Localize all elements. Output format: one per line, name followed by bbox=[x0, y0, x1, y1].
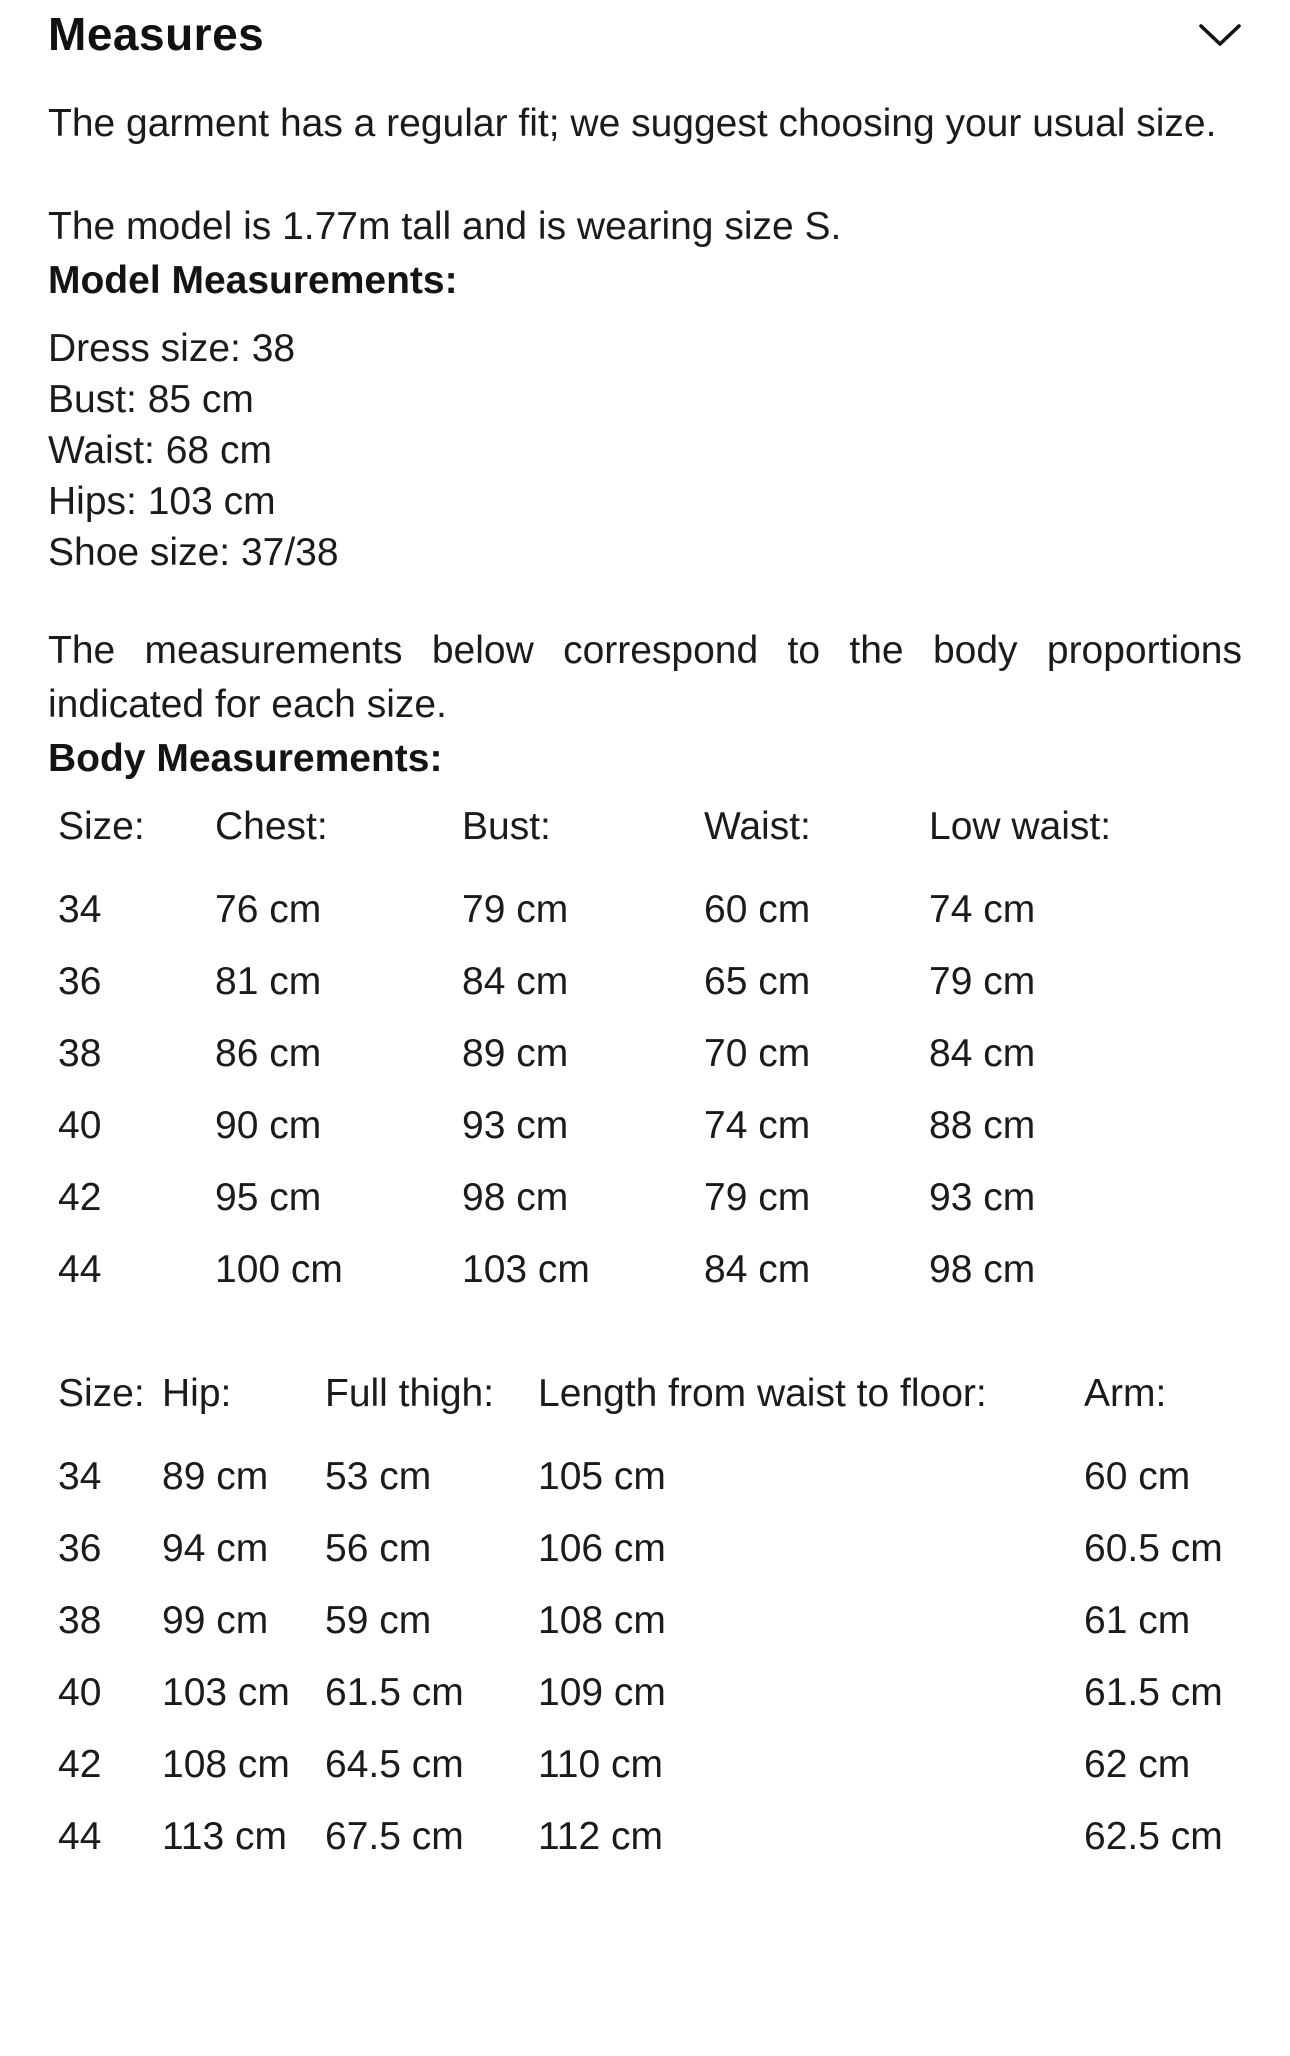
model-height-note: The model is 1.77m tall and is wearing size S. bbox=[48, 205, 842, 248]
table-cell: 60.5 cm bbox=[1084, 1527, 1223, 1570]
model-measurements-heading: Model Measurements: bbox=[48, 259, 458, 302]
column-header: Length from waist to floor: bbox=[538, 1372, 987, 1415]
table-row bbox=[58, 1450, 1252, 1522]
column-header: Low waist: bbox=[929, 805, 1112, 848]
section-title: Measures bbox=[48, 8, 265, 61]
table-cell: 44 bbox=[58, 1815, 102, 1858]
table-cell: 67.5 cm bbox=[325, 1815, 464, 1858]
table-row bbox=[58, 1099, 1252, 1171]
table-row bbox=[58, 1522, 1252, 1594]
table-cell: 70 cm bbox=[704, 1032, 811, 1075]
table-cell: 34 bbox=[58, 888, 102, 931]
table-cell: 86 cm bbox=[215, 1032, 322, 1075]
table-cell: 88 cm bbox=[929, 1104, 1036, 1147]
table-cell: 56 cm bbox=[325, 1527, 432, 1570]
table-cell: 81 cm bbox=[215, 960, 322, 1003]
table-cell: 38 bbox=[58, 1032, 102, 1075]
table-cell: 64.5 cm bbox=[325, 1743, 464, 1786]
column-header: Size: bbox=[58, 1372, 145, 1415]
table-cell: 93 cm bbox=[929, 1176, 1036, 1219]
table-cell: 62 cm bbox=[1084, 1743, 1191, 1786]
table-cell: 89 cm bbox=[162, 1455, 269, 1498]
table-cell: 94 cm bbox=[162, 1527, 269, 1570]
table-cell: 105 cm bbox=[538, 1455, 666, 1498]
table-cell: 98 cm bbox=[929, 1248, 1036, 1291]
measurement-line: Waist: 68 cm bbox=[48, 429, 272, 472]
table-cell: 79 cm bbox=[462, 888, 569, 931]
table-cell: 106 cm bbox=[538, 1527, 666, 1570]
table-header-row bbox=[58, 1367, 1252, 1450]
column-header: Full thigh: bbox=[325, 1372, 495, 1415]
column-header: Bust: bbox=[462, 805, 551, 848]
table-cell: 84 cm bbox=[704, 1248, 811, 1291]
table-cell: 90 cm bbox=[215, 1104, 322, 1147]
table-cell: 100 cm bbox=[215, 1248, 343, 1291]
table-row bbox=[58, 1027, 1252, 1099]
table-cell: 108 cm bbox=[162, 1743, 290, 1786]
table-row bbox=[58, 1666, 1252, 1738]
chevron-down-icon[interactable] bbox=[1198, 22, 1242, 48]
table-row bbox=[58, 955, 1252, 1027]
table-row bbox=[58, 1243, 1252, 1315]
table-cell: 93 cm bbox=[462, 1104, 569, 1147]
table-cell: 36 bbox=[58, 960, 102, 1003]
body-measurements-table-upper bbox=[58, 800, 1252, 1315]
table-cell: 65 cm bbox=[704, 960, 811, 1003]
column-header: Chest: bbox=[215, 805, 328, 848]
measures-accordion-header[interactable] bbox=[48, 6, 1242, 64]
measurement-line: Dress size: 38 bbox=[48, 327, 296, 370]
table-cell: 74 cm bbox=[704, 1104, 811, 1147]
column-header: Waist: bbox=[704, 805, 811, 848]
table-cell: 59 cm bbox=[325, 1599, 432, 1642]
measurement-line: Hips: 103 cm bbox=[48, 480, 276, 523]
table-cell: 108 cm bbox=[538, 1599, 666, 1642]
table-cell: 74 cm bbox=[929, 888, 1036, 931]
table-cell: 109 cm bbox=[538, 1671, 666, 1714]
table-cell: 38 bbox=[58, 1599, 102, 1642]
table-cell: 103 cm bbox=[162, 1671, 290, 1714]
table-cell: 76 cm bbox=[215, 888, 322, 931]
table-cell: 40 bbox=[58, 1104, 102, 1147]
table-cell: 99 cm bbox=[162, 1599, 269, 1642]
table-cell: 60 cm bbox=[704, 888, 811, 931]
column-header: Size: bbox=[58, 805, 145, 848]
table-cell: 84 cm bbox=[462, 960, 569, 1003]
table-cell: 61 cm bbox=[1084, 1599, 1191, 1642]
table-cell: 34 bbox=[58, 1455, 102, 1498]
table-cell: 61.5 cm bbox=[1084, 1671, 1223, 1714]
table-cell: 60 cm bbox=[1084, 1455, 1191, 1498]
table-cell: 98 cm bbox=[462, 1176, 569, 1219]
body-proportions-note: The measurements below correspond to the body proportions indicated for each size. bbox=[48, 629, 1242, 726]
table-row bbox=[58, 1594, 1252, 1666]
table-cell: 44 bbox=[58, 1248, 102, 1291]
table-cell: 36 bbox=[58, 1527, 102, 1570]
table-cell: 110 cm bbox=[538, 1743, 663, 1786]
table-cell: 113 cm bbox=[162, 1815, 287, 1858]
table-cell: 53 cm bbox=[325, 1455, 432, 1498]
model-measurements-list bbox=[48, 323, 1242, 578]
table-cell: 40 bbox=[58, 1671, 102, 1714]
table-cell: 61.5 cm bbox=[325, 1671, 464, 1714]
table-row bbox=[58, 883, 1252, 955]
measurement-line: Shoe size: 37/38 bbox=[48, 531, 339, 574]
table-cell: 42 bbox=[58, 1176, 102, 1219]
table-row bbox=[58, 1810, 1252, 1882]
table-header-row bbox=[58, 800, 1252, 883]
measurement-line: Bust: 85 cm bbox=[48, 378, 254, 421]
table-cell: 84 cm bbox=[929, 1032, 1036, 1075]
table-row bbox=[58, 1738, 1252, 1810]
column-header: Arm: bbox=[1084, 1372, 1167, 1415]
table-cell: 79 cm bbox=[704, 1176, 811, 1219]
body-measurements-table-lower bbox=[58, 1367, 1252, 1882]
table-cell: 62.5 cm bbox=[1084, 1815, 1223, 1858]
table-cell: 95 cm bbox=[215, 1176, 322, 1219]
column-header: Hip: bbox=[162, 1372, 232, 1415]
table-row bbox=[58, 1171, 1252, 1243]
table-cell: 42 bbox=[58, 1743, 102, 1786]
table-cell: 89 cm bbox=[462, 1032, 569, 1075]
table-cell: 112 cm bbox=[538, 1815, 663, 1858]
body-measurements-heading: Body Measurements: bbox=[48, 737, 443, 780]
table-cell: 79 cm bbox=[929, 960, 1036, 1003]
table-cell: 103 cm bbox=[462, 1248, 590, 1291]
fit-description: The garment has a regular fit; we suggest choosing your usual size. bbox=[48, 102, 1217, 145]
